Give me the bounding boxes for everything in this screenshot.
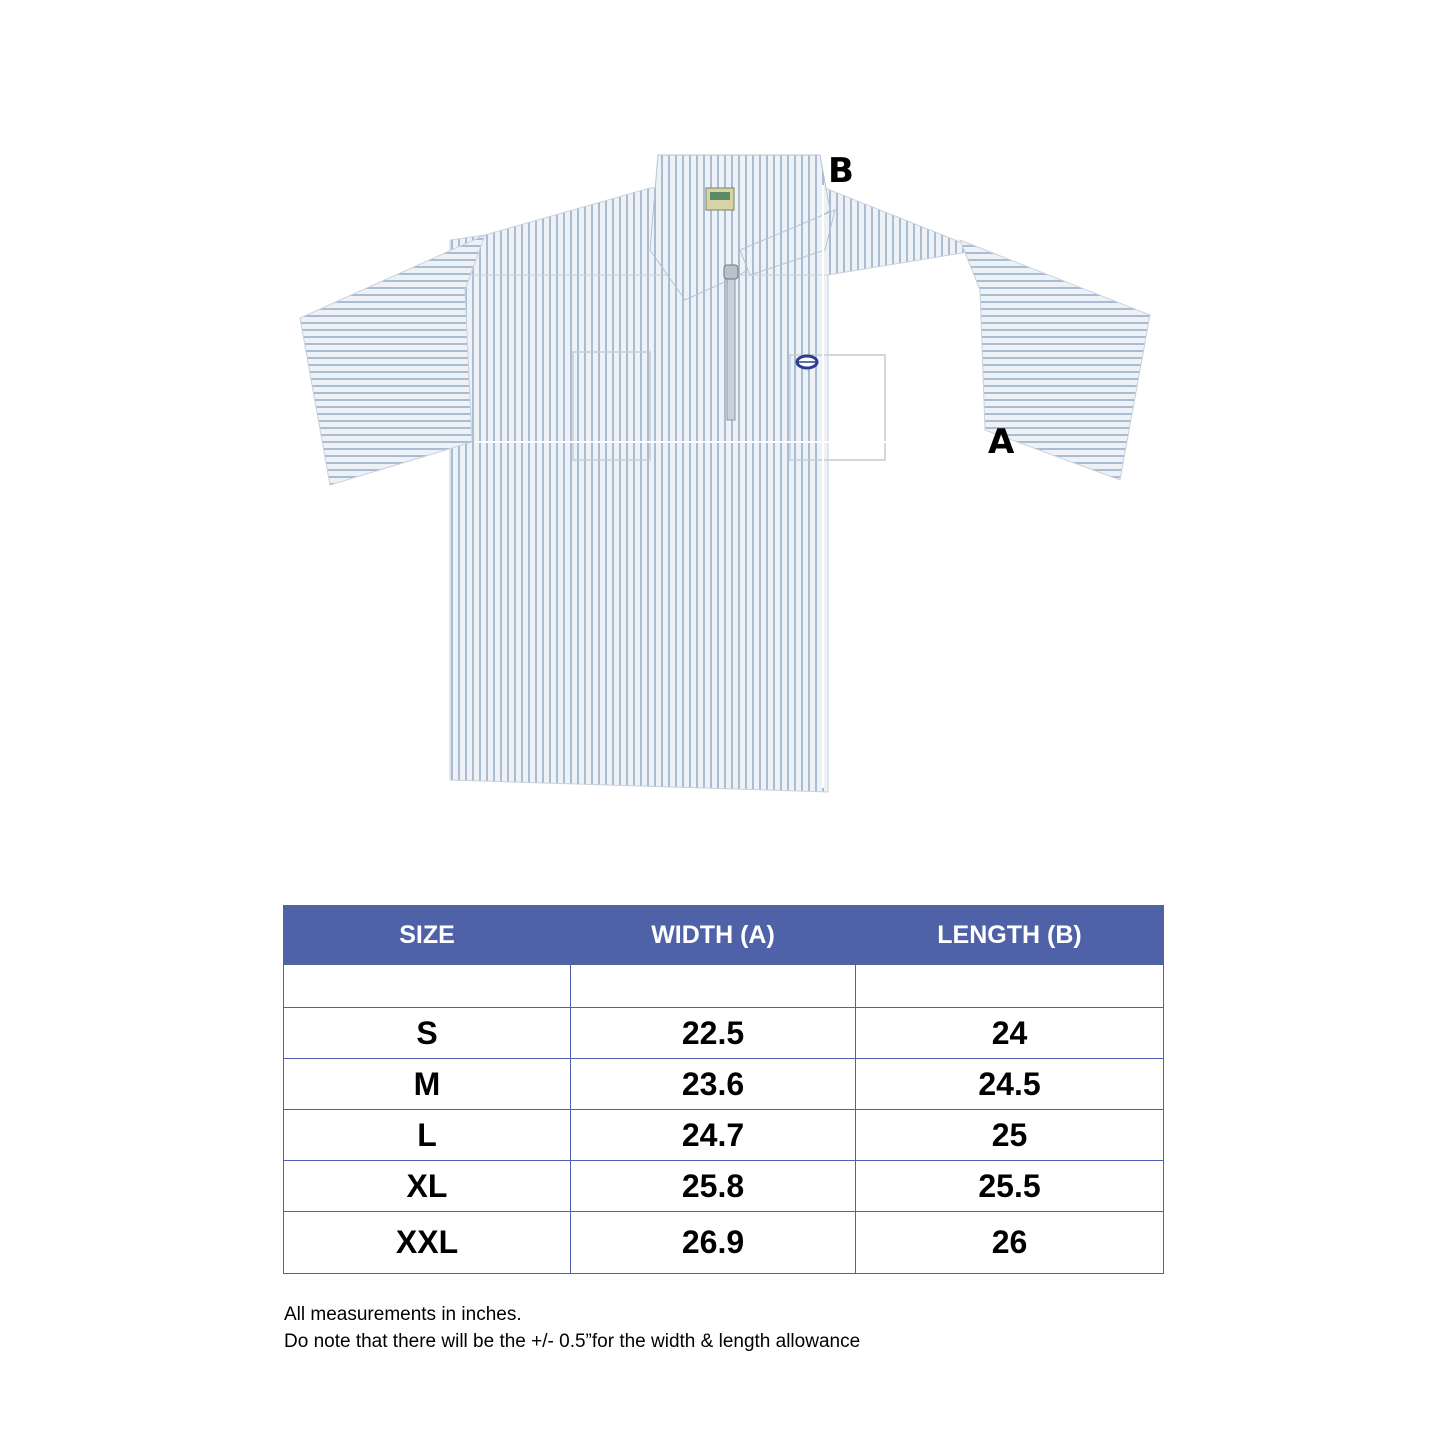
size-cell: XL <box>284 1161 571 1212</box>
width-cell: 22.5 <box>571 1008 856 1059</box>
globe-badge-icon <box>797 356 817 368</box>
length-cell: 24.5 <box>856 1059 1164 1110</box>
length-cell: 24 <box>856 1008 1164 1059</box>
width-column-header: WIDTH (A) <box>571 906 856 965</box>
length-column-header: LENGTH (B) <box>856 906 1164 965</box>
table-row <box>284 1110 1164 1161</box>
size-cell: M <box>284 1059 571 1110</box>
neck-label-icon <box>706 188 734 210</box>
empty-cell <box>571 965 856 1008</box>
note-units: All measurements in inches. <box>284 1304 522 1325</box>
width-cell: 25.8 <box>571 1161 856 1212</box>
table-row <box>284 1008 1164 1059</box>
width-cell: 26.9 <box>571 1212 856 1274</box>
empty-cell <box>856 965 1164 1008</box>
width-cell: 23.6 <box>571 1059 856 1110</box>
size-cell: XXL <box>284 1212 571 1274</box>
size-cell: L <box>284 1110 571 1161</box>
shirt-figure <box>290 140 1170 810</box>
size-chart-table <box>283 905 1164 1274</box>
length-cell: 25.5 <box>856 1161 1164 1212</box>
empty-row <box>284 965 1164 1008</box>
table-row <box>284 1161 1164 1212</box>
empty-cell <box>284 965 571 1008</box>
measurement-notes <box>284 1301 860 1355</box>
table-row <box>284 1212 1164 1274</box>
shirt-illustration <box>290 140 1170 810</box>
length-marker-label: B <box>828 151 855 191</box>
table-row <box>284 1059 1164 1110</box>
width-cell: 24.7 <box>571 1110 856 1161</box>
table-header-row <box>284 906 1164 965</box>
size-column-header: SIZE <box>284 906 571 965</box>
length-cell: 25 <box>856 1110 1164 1161</box>
width-marker-label: A <box>988 422 1016 462</box>
note-allowance: Do note that there will be the +/- 0.5”for the width & length allowance <box>284 1331 861 1352</box>
length-cell: 26 <box>856 1212 1164 1274</box>
size-cell: S <box>284 1008 571 1059</box>
